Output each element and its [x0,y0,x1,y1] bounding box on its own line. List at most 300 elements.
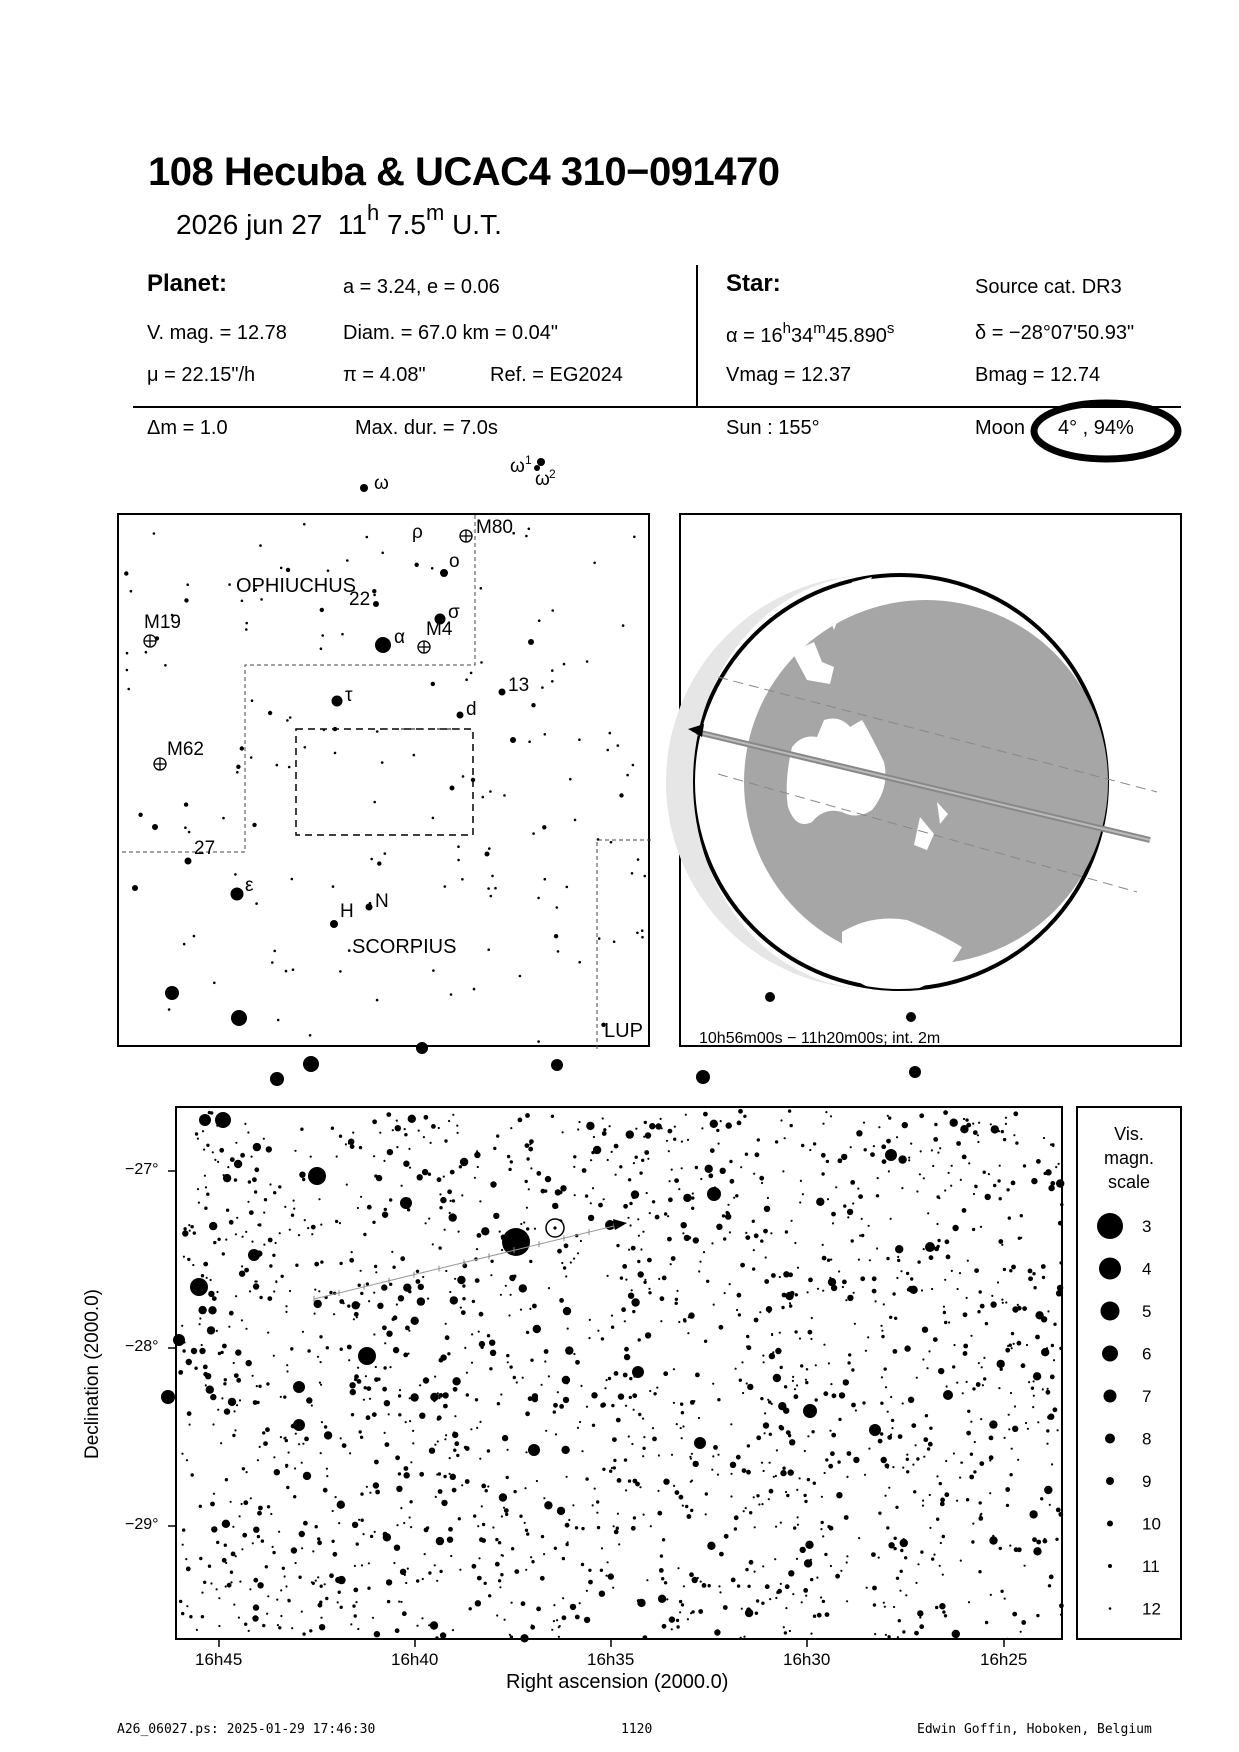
field-star [763,1361,765,1363]
field-star [613,1459,616,1462]
field-star [436,1537,444,1545]
field-star [545,1176,551,1182]
field-star [210,1279,212,1281]
field-star [846,1600,848,1602]
field-star [797,1524,799,1526]
field-star [186,1605,188,1607]
named-star [373,601,379,607]
field-star [187,1411,192,1416]
field-star [663,1479,669,1485]
x-tick-16h40: 16h40 [391,1650,439,1669]
legend-title-line1: Vis. [1114,1124,1144,1144]
field-star [668,1129,673,1134]
field-star [652,1437,657,1442]
field-star [523,1221,525,1223]
field-star [683,1585,685,1587]
faint-star [145,651,148,654]
faint-star [183,943,186,946]
field-star [730,1473,732,1475]
field-star [761,1462,763,1464]
field-star [977,1141,979,1143]
field-star [513,1490,516,1493]
field-star [257,1511,262,1516]
field-star [718,1585,720,1587]
field-star [396,1120,398,1122]
field-star [762,1565,764,1567]
table-divider-horizontal [133,406,1181,408]
field-star [335,1220,338,1223]
bright-star [632,1366,644,1378]
field-star [1009,1344,1012,1347]
field-star [490,1260,493,1263]
field-star [607,1275,609,1277]
field-star [558,1626,560,1628]
field-star [894,1317,897,1320]
field-star [942,1535,945,1538]
field-star [847,1209,853,1215]
field-star [790,1124,793,1127]
field-star [662,1276,667,1281]
field-star [622,1264,627,1269]
field-star [632,1196,635,1199]
field-star [286,1486,289,1489]
field-star [356,1316,358,1318]
field-star [472,1564,477,1569]
field-star [435,1636,438,1639]
field-star [253,1143,261,1151]
field-star [419,1472,424,1477]
field-star [829,1277,831,1279]
field-star [197,1138,199,1140]
bright-star [248,1249,260,1261]
field-star [475,1398,478,1401]
field-star [860,1276,865,1281]
field-star [360,1436,363,1439]
field-star [452,1114,454,1116]
field-star [831,1285,837,1291]
field-star [409,1516,411,1518]
field-star [1001,1244,1003,1246]
field-star [775,1597,777,1599]
field-star [662,1624,667,1629]
faint-star [566,886,569,889]
field-star [578,1121,580,1123]
field-star [764,1412,766,1414]
field-star [574,1194,576,1196]
field-star [933,1137,938,1142]
field-star [922,1500,924,1502]
faint-star [586,660,589,663]
field-star [244,1123,246,1125]
field-star [823,1344,825,1346]
field-star [660,1554,663,1557]
footer-file: A26_06027.ps: 2025-01-29 17:46:30 [117,1722,376,1737]
faint-star [327,569,330,572]
field-star [573,1258,575,1260]
faint-star [432,817,435,820]
field-star [1005,1117,1007,1119]
bright-star [694,1437,706,1449]
field-star [753,1249,755,1251]
field-star [1008,1414,1010,1416]
field-star [318,1198,320,1200]
faint-star [413,754,416,757]
field-star [698,1417,700,1419]
field-star [780,1583,782,1585]
field-star [383,1160,385,1162]
field-star [519,1284,527,1292]
field-star [212,1151,214,1153]
field-star [893,1547,896,1550]
field-star [186,1459,188,1461]
field-star [922,1505,924,1507]
field-star [898,1155,906,1163]
field-star [536,1171,541,1176]
field-star [755,1612,758,1615]
x-tick-16h45: 16h45 [195,1650,243,1669]
field-star [648,1291,651,1294]
field-star [526,1227,529,1230]
field-star [1045,1169,1051,1175]
faint-star [494,887,497,890]
field-star [997,1179,1000,1182]
field-star [234,1373,239,1378]
bright-star [358,1347,376,1365]
field-star [749,1511,752,1514]
field-star [658,1454,660,1456]
field-star [664,1581,667,1584]
field-star [1042,1276,1045,1279]
field-star [460,1307,462,1309]
field-star [870,1152,875,1157]
field-star [976,1382,981,1387]
field-star [730,1462,736,1468]
field-star [960,1560,962,1562]
legend-title-line3: scale [1107,1172,1151,1192]
field-star [754,1571,756,1573]
field-star [351,1413,354,1416]
field-star [225,1239,227,1241]
field-star [609,1470,612,1473]
field-star [862,1401,865,1404]
field-star [952,1365,955,1368]
faint-star [188,831,191,834]
field-star [806,1368,808,1370]
star-label: M4 [426,619,453,640]
field-star [758,1503,760,1505]
field-star [504,1619,506,1621]
field-star [395,1628,400,1633]
field-star [311,1233,313,1235]
field-star [789,1630,791,1632]
field-star [1048,1185,1054,1191]
field-star [444,1438,446,1440]
field-star [267,1296,272,1301]
field-star [646,1579,648,1581]
field-star [591,1392,597,1398]
field-star [386,1579,392,1585]
field-star [645,1132,651,1138]
star-label: σ [448,602,460,623]
field-star [453,1449,456,1452]
field-star [971,1540,974,1543]
field-star [939,1565,941,1567]
field-star [495,1562,500,1567]
faint-star [127,688,130,691]
field-star [1000,1590,1003,1593]
field-star [652,1200,655,1203]
field-star [821,1496,823,1498]
field-star [778,1402,786,1410]
field-star [598,1203,603,1208]
legend-dots [1078,1108,1180,1638]
field-star [1046,1429,1049,1432]
field-star [498,1579,501,1582]
field-star [966,1123,971,1128]
field-star [347,1345,352,1350]
field-star [213,1493,215,1495]
legend-label-mag-7: 7 [1142,1387,1152,1406]
field-star [676,1625,679,1628]
field-star [843,1379,849,1385]
field-star [347,1304,350,1307]
field-star [706,1280,709,1283]
faint-star [268,711,272,715]
field-star [283,1395,286,1398]
field-star [205,1373,211,1379]
field-star [835,1186,837,1188]
field-star [382,1325,387,1330]
field-star [942,1574,944,1576]
field-star [952,1630,960,1638]
field-star [181,1325,183,1327]
field-star [562,1615,567,1620]
field-star [1021,1363,1026,1368]
faint-star [598,937,601,940]
field-star [1028,1269,1033,1274]
field-star [891,1419,894,1422]
field-star [822,1600,825,1603]
field-star [392,1318,395,1321]
field-star [703,1251,705,1253]
field-star [722,1214,725,1217]
field-star [888,1487,890,1489]
faint-star [563,663,566,666]
field-star [775,1140,778,1143]
field-star [741,1361,743,1363]
field-star [693,1461,699,1467]
field-star [898,1434,903,1439]
field-star [948,1321,950,1323]
field-star [817,1613,822,1618]
field-star [925,1414,928,1417]
globe-time-caption: 10h56m00s − 11h20m00s; int. 2m [699,1030,941,1047]
field-star [616,1527,619,1530]
field-star [973,1193,975,1195]
field-star [1017,1459,1019,1461]
field-star [685,1114,687,1116]
faint-star [610,841,613,844]
field-star [585,1477,588,1480]
field-star [702,1583,707,1588]
field-star [573,1353,575,1355]
faint-star [366,536,369,539]
field-star [246,1471,248,1473]
field-star [944,1321,947,1324]
field-star [193,1231,196,1234]
faint-star [271,961,274,964]
field-star [519,1515,522,1518]
field-star [220,1351,223,1354]
field-star [990,1123,992,1125]
field-star [319,1601,322,1604]
field-star [402,1611,407,1616]
field-star [762,1355,764,1357]
field-star [304,1437,309,1442]
field-star [923,1248,925,1250]
field-star [740,1166,742,1168]
field-star [275,1280,277,1282]
field-star [872,1586,877,1591]
field-star [303,1472,311,1480]
field-star [916,1190,918,1192]
field-star [213,1241,216,1244]
field-star [233,1604,235,1606]
field-star [780,1119,782,1121]
field-star [884,1606,886,1608]
field-star [754,1526,756,1528]
field-star [830,1383,832,1385]
field-star [754,1233,759,1238]
faint-star [531,703,535,707]
field-star [541,1535,544,1538]
field-star [385,1442,390,1447]
field-star [367,1587,370,1590]
field-star [832,1393,837,1398]
field-star [272,1546,274,1548]
field-star [586,1406,588,1408]
field-star [769,1598,771,1600]
field-star [779,1332,781,1334]
field-star [857,1188,859,1190]
faint-star [373,594,376,597]
field-star [1011,1181,1016,1186]
field-star [317,1576,319,1578]
named-star [330,920,338,928]
field-star [880,1325,882,1327]
field-star [804,1450,806,1452]
field-star [403,1161,409,1167]
field-star [526,1207,528,1209]
field-star [280,1436,282,1438]
field-star [602,1131,607,1136]
globular-cluster-icon [418,641,430,653]
field-star [407,1568,409,1570]
field-star [315,1580,317,1582]
field-star [558,1636,560,1638]
field-star [443,1176,445,1178]
field-star [1008,1428,1010,1430]
field-star [320,1361,322,1363]
field-star [970,1335,972,1337]
field-star [708,1584,711,1587]
field-star [675,1302,678,1305]
field-star [226,1209,229,1212]
field-star [830,1565,832,1567]
field-star [1047,1388,1049,1390]
field-star [349,1452,351,1454]
faint-star [292,968,295,971]
field-star [765,1256,767,1258]
field-star [320,1224,322,1226]
field-star [302,1331,304,1333]
star-label: H [340,901,354,922]
field-star [195,1132,198,1135]
field-star [910,1277,913,1280]
field-star [284,1206,286,1208]
field-star [691,1196,694,1199]
field-star [485,1489,488,1492]
field-star [417,1297,425,1305]
field-star [314,1300,322,1308]
star-dec: δ = −28°07'50.93" [975,322,1135,344]
field-star [940,1498,945,1503]
field-star [920,1550,923,1553]
named-star [231,888,244,901]
field-star [804,1559,812,1567]
bright-star [885,1149,897,1161]
field-star [504,1508,509,1513]
field-star [945,1239,950,1244]
faint-star [184,802,188,806]
field-star [768,1498,770,1500]
field-star [689,1572,694,1577]
field-star [927,1212,929,1214]
star-label: 2 [549,467,556,481]
field-star [490,1274,492,1276]
field-star [799,1477,801,1479]
faint-star [255,902,258,905]
field-star [792,1593,794,1595]
field-star [677,1567,679,1569]
bright-star [190,1278,208,1296]
field-star [640,1248,642,1250]
field-star [584,1617,590,1623]
field-star [1011,1448,1013,1450]
field-star [352,1604,355,1607]
faint-star [551,680,554,683]
field-star [311,1225,316,1230]
field-star [745,1232,747,1234]
field-star [623,1204,628,1209]
field-star [350,1144,355,1149]
field-star [673,1402,675,1404]
field-star [314,1313,316,1315]
target-star [553,1226,556,1229]
field-star [616,1418,621,1423]
field-star [637,1218,639,1220]
field-star [764,1279,769,1284]
field-star [364,1386,367,1389]
field-star [282,1567,285,1570]
field-star [214,1159,216,1161]
field-star [872,1276,877,1281]
field-star [887,1115,889,1117]
field-star [880,1432,883,1435]
field-star [395,1455,400,1460]
field-star [263,1138,265,1140]
field-star [381,1284,387,1290]
